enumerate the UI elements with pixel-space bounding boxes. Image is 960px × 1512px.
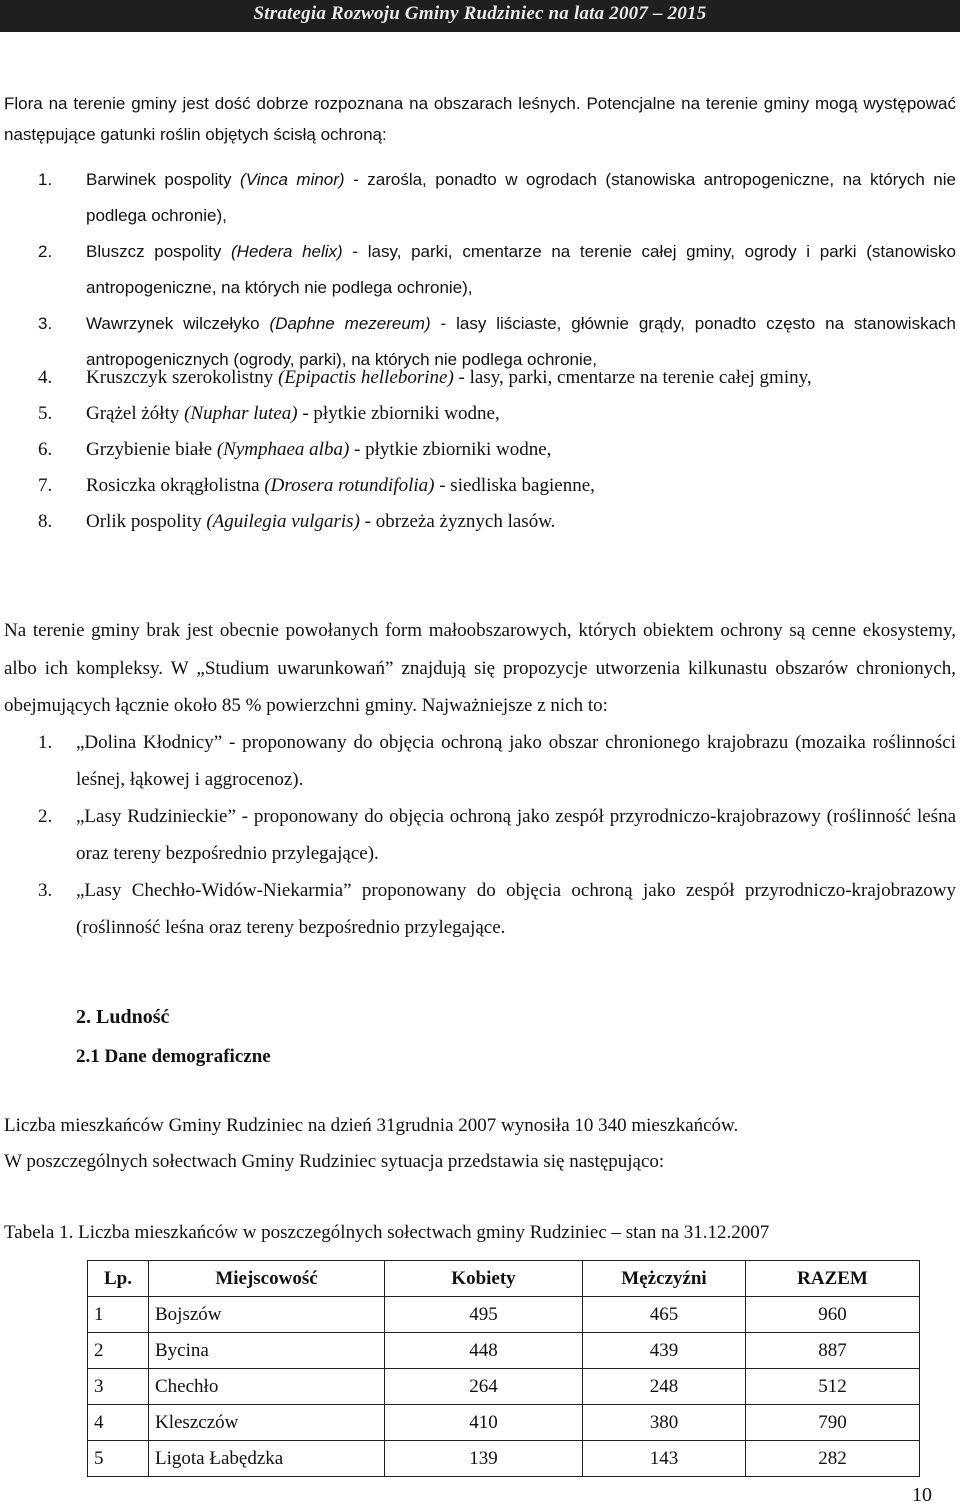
list-item: 7. Rosiczka okrągłolistna (Drosera rotundifolia) - siedliska bagienne,	[38, 475, 595, 496]
section-subheading: 2.1 Dane demograficzne	[76, 1046, 271, 1067]
list-item: 3. „Lasy Chechło-Widów-Niekarmia” proponowany do objęcia ochroną jako zespół przyrodniczo-krajobrazowy (roślinność leśna oraz tereny bezpośrednio przylegające.	[38, 880, 956, 938]
demographics-text	[4, 1108, 738, 1180]
column-header: RAZEM	[746, 1261, 920, 1297]
table-row: 4 Kleszczów 410 380 790	[88, 1405, 920, 1441]
list-item: 8. Orlik pospolity (Aguilegia vulgaris) - obrzeża żyznych lasów.	[38, 511, 556, 532]
list-item: 6. Grzybienie białe (Nymphaea alba) - płytkie zbiorniki wodne,	[38, 439, 552, 460]
protection-list	[0, 724, 956, 946]
table-row: 3 Chechło 264 248 512	[88, 1369, 920, 1405]
protection-intro: Na terenie gminy brak jest obecnie powołanych form małoobszarowych, których obiektem ochrony są cenne ekosystemy, albo ich kompleksy. W „Studium uwarunkowań” znajdują się propozycje utworzenia kilkunastu obszarów chronionych, obejmujących łącznie około 85 % powierzchni gminy. Najważniejsze z nich to:	[4, 620, 956, 716]
column-header: Mężczyźni	[583, 1261, 746, 1297]
list-item: 1. Barwinek pospolity (Vinca minor) - zarośla, ponadto w ogrodach (stanowiska antropogeniczne, na których nie podlega ochronie),	[38, 170, 956, 225]
flora-list-serif	[0, 360, 956, 540]
list-item: 1. „Dolina Kłodnicy” - proponowany do objęcia ochroną jako obszar chronionego krajobrazu (mozaika roślinności leśnej, łąkowej i aggrocenoz).	[38, 732, 956, 790]
flora-list	[0, 162, 956, 378]
table-row: 2 Bycina 448 439 887	[88, 1333, 920, 1369]
table-header-row	[88, 1261, 920, 1297]
list-item: 4. Kruszczyk szerokolistny (Epipactis helleborine) - lasy, parki, cmentarze na terenie całej gminy,	[38, 367, 812, 388]
list-item: 2. Bluszcz pospolity (Hedera helix) - lasy, parki, cmentarze na terenie całej gminy, ogrody i parki (stanowisko antropogeniczne, na których nie podlega ochronie),	[38, 242, 957, 297]
table-row: 5 Ligota Łabędzka 139 143 282	[88, 1441, 920, 1477]
list-item: 2. „Lasy Rudzinieckie” - proponowany do objęcia ochroną jako zespół przyrodniczo-krajobrazowy (roślinność leśna oraz tereny bezpośrednio przylegające).	[38, 806, 956, 864]
population-table	[87, 1260, 920, 1477]
page-header	[0, 0, 960, 32]
column-header: Kobiety	[385, 1261, 583, 1297]
page-number: 10	[912, 1484, 932, 1506]
table-caption: Tabela 1. Liczba mieszkańców w poszczególnych sołectwach gminy Rudziniec – stan na 31.12.2007	[4, 1222, 770, 1243]
column-header: Lp.	[88, 1261, 149, 1297]
column-header: Miejscowość	[149, 1261, 385, 1297]
demographics-line-2: W poszczególnych sołectwach Gminy Rudziniec sytuacja przedstawia się następująco:	[4, 1151, 665, 1172]
demographics-line-1: Liczba mieszkańców Gminy Rudziniec na dzień 31grudnia 2007 wynosiła 10 340 mieszkańców.	[4, 1115, 739, 1136]
list-item: 5. Grążel żółty (Nuphar lutea) - płytkie zbiorniki wodne,	[38, 403, 500, 424]
header-title: Strategia Rozwoju Gminy Rudziniec na lata 2007 – 2015	[253, 3, 707, 24]
flora-intro: Flora na terenie gminy jest dość dobrze rozpoznana na obszarach leśnych. Potencjalne na terenie gminy mogą występować następujące gatunki roślin objętych ścisłą ochroną:	[4, 94, 956, 144]
list-item: 3. Wawrzynek wilczełyko (Daphne mezereum) - lasy liściaste, głównie grądy, ponadto często na stanowiskach antropogenicznych (ogrody, parki), na których nie podlega ochronie,	[38, 314, 956, 369]
section-heading: 2. Ludność	[76, 1006, 170, 1028]
table-row: 1 Bojszów 495 465 960	[88, 1297, 920, 1333]
